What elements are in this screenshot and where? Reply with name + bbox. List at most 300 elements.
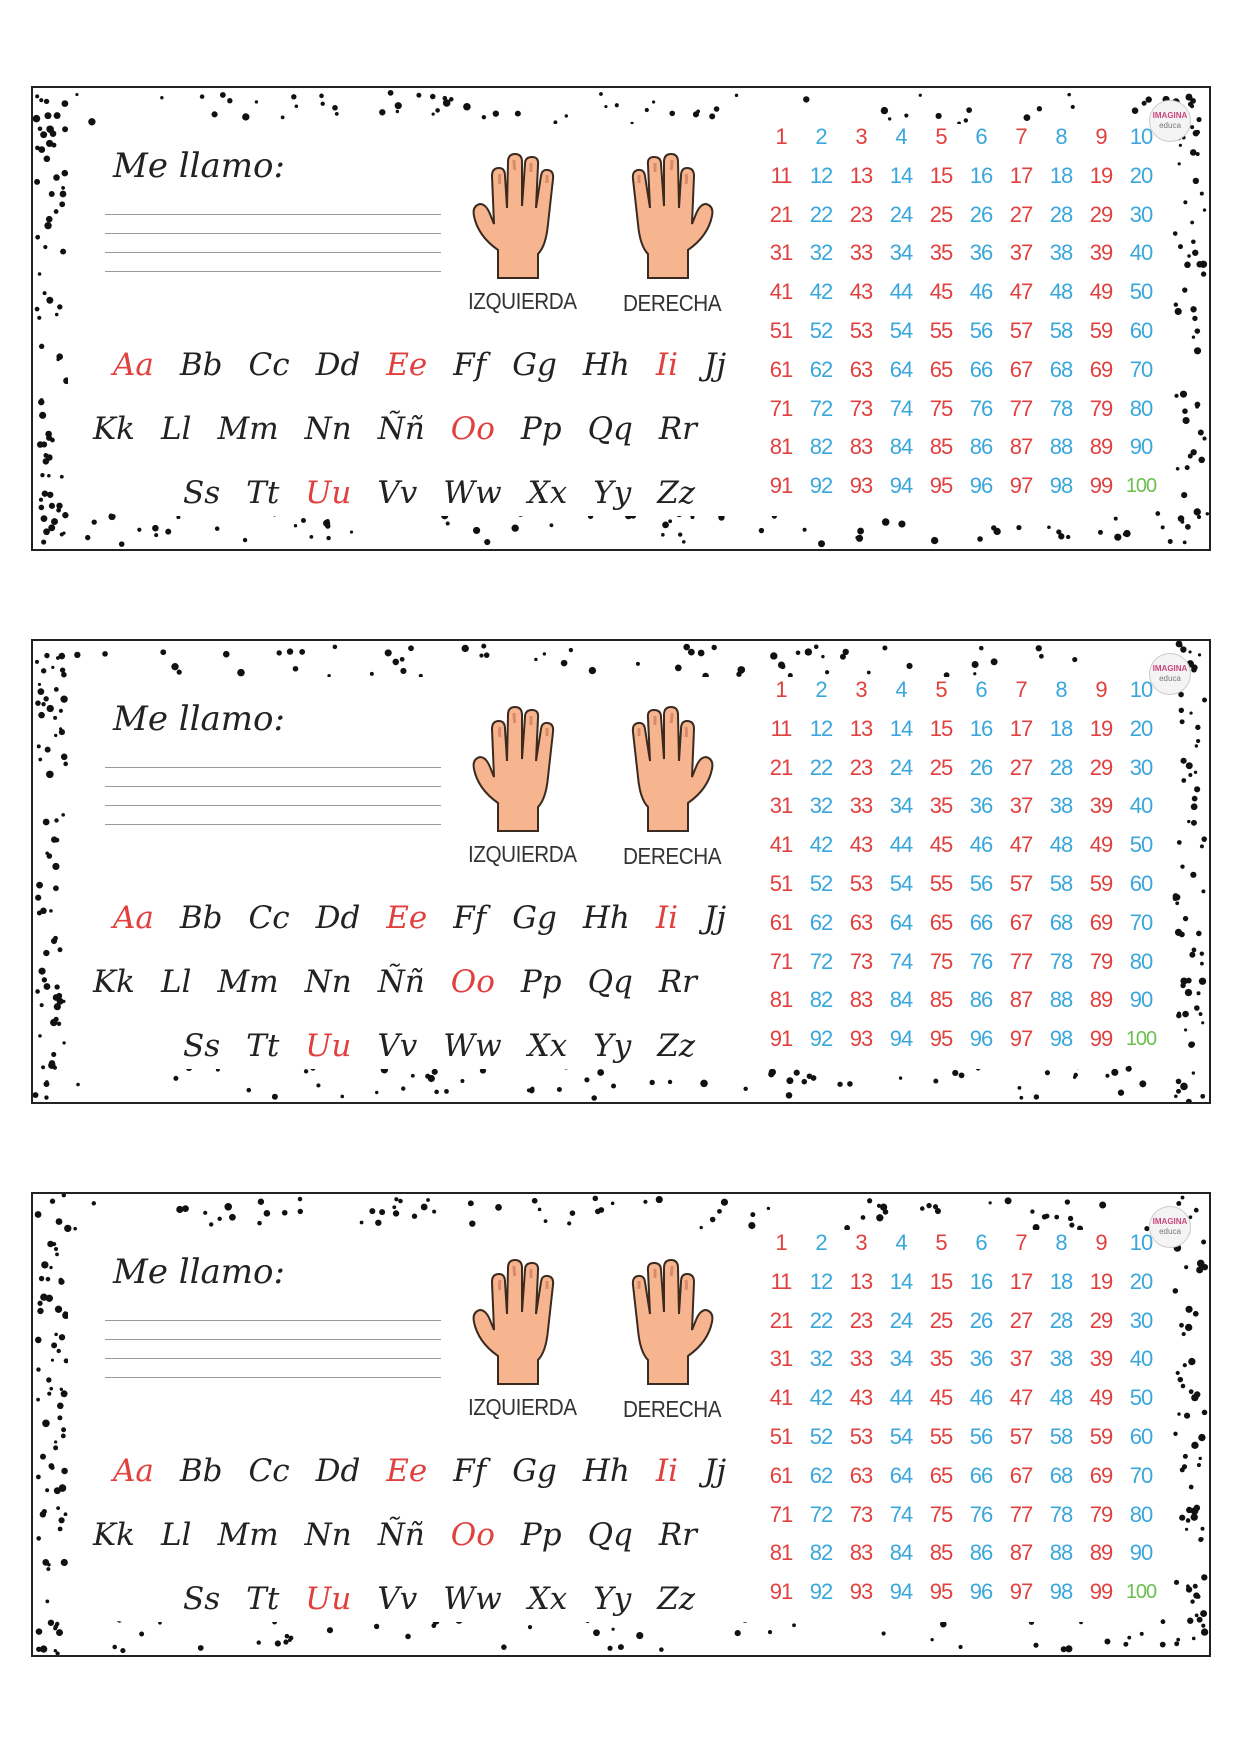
number-cell: 30: [1129, 754, 1153, 780]
letter-pair: Ll: [160, 1517, 192, 1553]
number-cell: 80: [1129, 395, 1153, 421]
border-dot: [56, 503, 62, 509]
border-dot: [50, 130, 57, 137]
border-dot: [479, 653, 483, 657]
border-dot: [57, 1402, 64, 1409]
border-dot: [1073, 1076, 1076, 1079]
border-dot: [379, 1209, 385, 1215]
number-cell: 64: [889, 1462, 913, 1488]
letter-pair: Vv: [377, 475, 418, 511]
number-cell: 58: [1049, 870, 1073, 896]
border-dot: [44, 222, 51, 229]
number-cell: 72: [809, 395, 833, 421]
number-cell: 66: [969, 1462, 993, 1488]
border-dot: [803, 96, 809, 102]
letter-pair: Ee: [386, 900, 428, 936]
left-hand-label: IZQUIERDA: [468, 841, 577, 867]
number-cell: 9: [1095, 1230, 1107, 1255]
number-cell: 9: [1095, 677, 1107, 702]
border-dot: [595, 1209, 601, 1215]
letter-pair: Aa: [113, 347, 154, 383]
number-cell: 33: [849, 793, 873, 819]
border-dot: [33, 115, 40, 123]
border-dot: [926, 1203, 931, 1208]
border-dot: [112, 1645, 117, 1650]
letter-pair: Zz: [657, 1028, 696, 1064]
border-dot: [1065, 1199, 1070, 1204]
border-dot: [285, 1634, 290, 1639]
number-cell: 2: [815, 677, 827, 702]
border-dot: [1184, 261, 1191, 268]
border-dot: [281, 115, 285, 119]
number-cell: 71: [769, 395, 793, 421]
number-cell: 10: [1129, 1230, 1153, 1255]
border-dot: [36, 1628, 43, 1635]
border-dot: [1140, 1632, 1144, 1636]
border-dot: [289, 1636, 294, 1641]
border-dot: [501, 1644, 507, 1650]
border-dot: [58, 1527, 63, 1532]
border-dot: [1161, 1619, 1166, 1624]
number-cell: 15: [929, 715, 953, 741]
border-dot: [1181, 492, 1187, 498]
border-dot: [1192, 316, 1197, 321]
number-cell: 42: [809, 279, 833, 305]
border-dot: [392, 1205, 396, 1209]
border-dot: [989, 1201, 992, 1204]
border-dot: [41, 539, 46, 544]
number-cell: 80: [1129, 948, 1153, 974]
border-dot: [412, 1214, 417, 1219]
border-dot: [88, 118, 95, 125]
border-dot: [416, 93, 421, 98]
border-dot: [242, 113, 249, 120]
border-dot: [39, 344, 44, 349]
number-cell: 28: [1049, 201, 1073, 227]
right-hand-icon: [620, 1256, 716, 1386]
border-dot: [748, 1222, 755, 1229]
border-dot: [276, 650, 281, 655]
border-dot: [805, 648, 812, 655]
number-cell: 89: [1089, 1540, 1113, 1566]
border-dot: [62, 1041, 65, 1044]
number-cell: 41: [769, 1385, 793, 1411]
number-cell: 64: [889, 909, 913, 935]
letter-pair: Ee: [386, 347, 428, 383]
number-cell: 26: [969, 754, 993, 780]
border-dot: [1176, 1079, 1182, 1085]
number-cell: 36: [969, 240, 993, 266]
border-dot: [47, 705, 54, 712]
border-dot: [1202, 698, 1207, 703]
number-cell: 51: [769, 317, 793, 343]
number-cell: 28: [1049, 754, 1073, 780]
border-dot: [74, 652, 80, 658]
border-dot: [1194, 347, 1201, 354]
alphabet-row: [93, 333, 733, 397]
letter-pair: Kk: [93, 1517, 135, 1553]
border-dot: [37, 744, 41, 748]
border-dot: [59, 1334, 65, 1340]
number-cell: 25: [929, 754, 953, 780]
border-dot: [37, 441, 44, 448]
border-dot: [1005, 1197, 1012, 1204]
border-dot: [1193, 178, 1199, 184]
number-cell: 11: [770, 162, 792, 188]
border-dot: [54, 1247, 58, 1251]
border-dot: [35, 1211, 42, 1218]
number-cell: 50: [1129, 1385, 1153, 1411]
border-dot: [857, 528, 864, 535]
border-dot: [379, 109, 385, 115]
border-dot: [1180, 719, 1185, 724]
number-cell: 11: [770, 715, 792, 741]
border-dot: [60, 1388, 63, 1391]
border-dot: [919, 94, 922, 97]
border-dot: [275, 1640, 281, 1646]
border-dot: [1071, 105, 1075, 109]
border-dot: [1182, 417, 1189, 424]
border-dot: [589, 667, 596, 674]
number-cell: 18: [1049, 715, 1073, 741]
border-dot: [47, 126, 51, 130]
border-dot: [898, 520, 905, 527]
border-dot: [56, 508, 61, 513]
border-dot: [675, 664, 682, 671]
border-dot: [237, 669, 245, 677]
border-dot: [1179, 1515, 1185, 1521]
number-cell: 25: [929, 201, 953, 227]
letter-pair: Bb: [179, 347, 223, 383]
number-cell: 53: [849, 1423, 873, 1449]
border-dot: [1183, 540, 1187, 544]
number-cell: 13: [849, 162, 873, 188]
border-dot: [54, 734, 57, 737]
border-dot: [561, 660, 568, 667]
border-dot: [1179, 708, 1184, 713]
number-cell: 52: [809, 870, 833, 896]
border-dot: [515, 111, 521, 117]
border-dot: [607, 1646, 612, 1651]
border-dot: [63, 1311, 68, 1316]
border-dot: [396, 110, 399, 113]
number-cell: 45: [929, 279, 953, 305]
border-dot: [60, 249, 66, 255]
border-dot: [1176, 1371, 1180, 1375]
border-dot: [40, 1454, 46, 1460]
border-dot: [899, 1076, 902, 1079]
border-dot: [61, 1468, 68, 1475]
number-cell: 20: [1129, 715, 1153, 741]
name-writing-lines: [105, 1320, 441, 1376]
number-cell: 96: [969, 1026, 993, 1052]
number-cell: 62: [809, 1462, 833, 1488]
number-cell: 69: [1089, 1462, 1113, 1488]
number-cell: 33: [849, 240, 873, 266]
border-dot: [293, 666, 299, 672]
border-dot: [398, 1199, 403, 1204]
border-dot: [370, 672, 374, 676]
border-dot: [45, 1599, 49, 1603]
border-dot: [326, 536, 330, 540]
number-cell: 20: [1129, 1268, 1153, 1294]
border-dot: [1202, 436, 1206, 440]
border-dot: [298, 1209, 303, 1214]
letter-pair: Ww: [443, 475, 502, 511]
border-dot: [780, 664, 785, 669]
number-cell: 98: [1049, 1026, 1073, 1052]
border-dot: [543, 652, 546, 655]
letter-pair: Pp: [520, 964, 562, 1000]
border-dot: [37, 1308, 43, 1314]
number-cell: 25: [929, 1307, 953, 1333]
border-dot: [735, 1630, 741, 1636]
letter-pair: Gg: [512, 900, 557, 936]
border-dot: [652, 100, 655, 103]
border-dot: [743, 1087, 747, 1091]
border-dot: [1142, 101, 1147, 106]
border-dot: [55, 838, 60, 843]
number-cell: 65: [929, 1462, 953, 1488]
border-dot: [46, 1277, 51, 1282]
border-dot: [1200, 192, 1204, 196]
border-dot: [272, 1094, 278, 1100]
border-dot: [35, 660, 39, 664]
border-dot: [217, 1217, 221, 1221]
alphabet-row: [93, 1014, 733, 1078]
border-dot: [1179, 144, 1182, 147]
border-dot: [46, 1567, 50, 1571]
border-dot: [1139, 1080, 1146, 1087]
border-dot: [1196, 261, 1203, 268]
border-dot: [599, 92, 603, 96]
alphabet-row: [93, 1503, 733, 1567]
number-cell: 75: [929, 948, 953, 974]
border-dot: [1111, 1069, 1118, 1076]
number-cell: 30: [1129, 1307, 1153, 1333]
border-dot: [36, 1367, 40, 1371]
border-dot: [1189, 711, 1192, 714]
border-dot: [1191, 667, 1197, 673]
border-dot: [335, 112, 339, 116]
border-dot: [1178, 1377, 1184, 1383]
border-dot: [51, 1052, 56, 1057]
number-cell: 49: [1089, 1385, 1113, 1411]
letter-pair: Ññ: [377, 964, 425, 1000]
border-dot: [55, 313, 59, 317]
border-dot: [636, 662, 640, 666]
number-cell: 68: [1049, 1462, 1073, 1488]
number-cell: 70: [1129, 909, 1153, 935]
number-cell: 70: [1129, 356, 1153, 382]
number-cell: 88: [1049, 1540, 1073, 1566]
letter-pair: Gg: [512, 1453, 557, 1489]
border-dot: [53, 1445, 58, 1450]
border-dot: [1185, 1324, 1192, 1331]
border-dot: [198, 1645, 204, 1651]
number-cell: 24: [889, 201, 913, 227]
number-cell: 85: [929, 1540, 953, 1566]
border-dot: [54, 1440, 57, 1443]
border-dot: [1036, 645, 1042, 651]
border-dot: [46, 1377, 51, 1382]
border-dot: [299, 649, 305, 655]
letter-pair: Pp: [520, 411, 562, 447]
letter-pair: Ww: [443, 1581, 502, 1617]
number-cell: 29: [1089, 201, 1113, 227]
border-dot: [37, 1301, 42, 1306]
number-cell: 49: [1089, 279, 1113, 305]
border-dot: [47, 1241, 54, 1248]
number-cell: 2: [815, 124, 827, 149]
border-dot: [35, 1337, 42, 1344]
border-dot: [1192, 1071, 1195, 1074]
border-dot: [42, 491, 48, 497]
border-dot: [49, 1266, 52, 1269]
border-dot: [33, 1092, 38, 1098]
number-cell: 3: [855, 1230, 867, 1255]
border-dot: [1168, 539, 1173, 544]
border-dot: [469, 1220, 475, 1226]
border-dot: [792, 1623, 796, 1627]
border-dot: [1194, 771, 1197, 774]
border-dot: [246, 1088, 251, 1093]
border-dot: [47, 1563, 51, 1567]
letter-pair: Cc: [248, 1453, 290, 1489]
letter-pair: Qq: [587, 1517, 633, 1553]
border-dot: [1188, 454, 1193, 459]
border-dot: [41, 1261, 48, 1268]
letter-pair: Pp: [520, 1517, 562, 1553]
border-dot: [1181, 1196, 1185, 1200]
border-dot: [177, 670, 182, 675]
border-dot: [1186, 762, 1193, 769]
border-dot: [54, 1003, 61, 1010]
border-dot: [544, 1219, 548, 1223]
border-dot: [920, 1206, 925, 1211]
border-dot: [43, 696, 48, 701]
number-cell: 48: [1049, 832, 1073, 858]
number-cell: 29: [1089, 1307, 1113, 1333]
number-cell: 93: [849, 1026, 873, 1052]
number-cell: 36: [969, 793, 993, 819]
number-cell: 99: [1089, 473, 1113, 499]
border-dot: [468, 1200, 474, 1206]
number-cell: 26: [969, 1307, 993, 1333]
border-dot: [385, 649, 392, 656]
border-dot: [40, 1645, 47, 1652]
number-cell: 88: [1049, 434, 1073, 460]
border-dot: [224, 1203, 232, 1211]
border-dot: [38, 758, 42, 762]
number-cell: 61: [769, 1462, 793, 1488]
number-grid-1-100: [761, 118, 1161, 506]
number-cell: 56: [969, 1423, 993, 1449]
number-cell: 3: [855, 677, 867, 702]
number-cell: 79: [1089, 1501, 1113, 1527]
logo-text: IMAGINA: [1152, 664, 1188, 673]
border-dot: [1016, 525, 1021, 530]
border-dot: [44, 112, 51, 119]
letter-pair: Uu: [305, 1581, 352, 1617]
letter-pair: Uu: [305, 475, 352, 511]
number-cell: 27: [1009, 1307, 1033, 1333]
border-dot: [59, 201, 65, 207]
border-dot: [1182, 287, 1187, 292]
number-cell: 31: [769, 793, 793, 819]
border-dot: [1072, 657, 1077, 662]
border-dot: [656, 1196, 663, 1203]
border-dot: [38, 399, 44, 405]
border-dot: [47, 474, 51, 478]
border-dot: [611, 1202, 615, 1206]
number-cell: 37: [1009, 240, 1033, 266]
number-cell: 78: [1049, 395, 1073, 421]
letter-pair: Qq: [587, 411, 633, 447]
number-cell: 43: [849, 1385, 873, 1411]
number-cell: 71: [769, 948, 793, 974]
border-dot: [1197, 1463, 1201, 1467]
border-dot: [1198, 430, 1204, 436]
border-dot: [56, 1629, 63, 1636]
alphabet-strip: [93, 886, 733, 1078]
border-dot: [1190, 125, 1194, 129]
number-cell: 73: [849, 948, 873, 974]
border-dot: [47, 1392, 51, 1396]
number-cell: 54: [889, 1423, 913, 1449]
letter-pair: Dd: [315, 900, 361, 936]
border-dot: [45, 747, 51, 753]
border-dot: [1196, 117, 1201, 122]
number-cell: 14: [889, 1268, 913, 1294]
number-cell: 67: [1009, 356, 1033, 382]
border-dot: [62, 512, 68, 518]
border-dot: [1178, 515, 1185, 522]
border-dot: [683, 644, 690, 651]
border-dot: [495, 1204, 502, 1211]
number-cell: 95: [929, 1579, 953, 1605]
letter-pair: Mm: [217, 964, 279, 1000]
border-dot: [786, 1092, 793, 1099]
number-cell: 41: [769, 279, 793, 305]
border-dot: [1196, 152, 1200, 156]
number-cell: 45: [929, 1385, 953, 1411]
number-cell: 90: [1129, 1540, 1153, 1566]
border-dot: [1182, 1011, 1189, 1018]
border-dot: [750, 1212, 755, 1217]
number-cell: 5: [935, 1230, 947, 1255]
border-dot: [38, 146, 45, 153]
number-cell: 24: [889, 1307, 913, 1333]
letter-pair: Hh: [582, 1453, 630, 1489]
border-dot: [1191, 1442, 1198, 1449]
border-dot: [1185, 465, 1190, 470]
number-cell: 21: [769, 201, 793, 227]
border-dot: [1176, 1638, 1180, 1642]
number-cell: 79: [1089, 948, 1113, 974]
border-dot: [882, 1631, 886, 1635]
border-dot: [165, 529, 171, 535]
border-dot: [444, 1089, 449, 1094]
letter-pair: Bb: [179, 1453, 223, 1489]
border-dot: [38, 1034, 42, 1038]
number-cell: 60: [1129, 317, 1153, 343]
number-cell: 100: [1125, 1581, 1157, 1604]
border-dot: [933, 1079, 938, 1084]
number-cell: 85: [929, 434, 953, 460]
border-dot: [47, 492, 53, 498]
border-dot: [1181, 778, 1186, 783]
